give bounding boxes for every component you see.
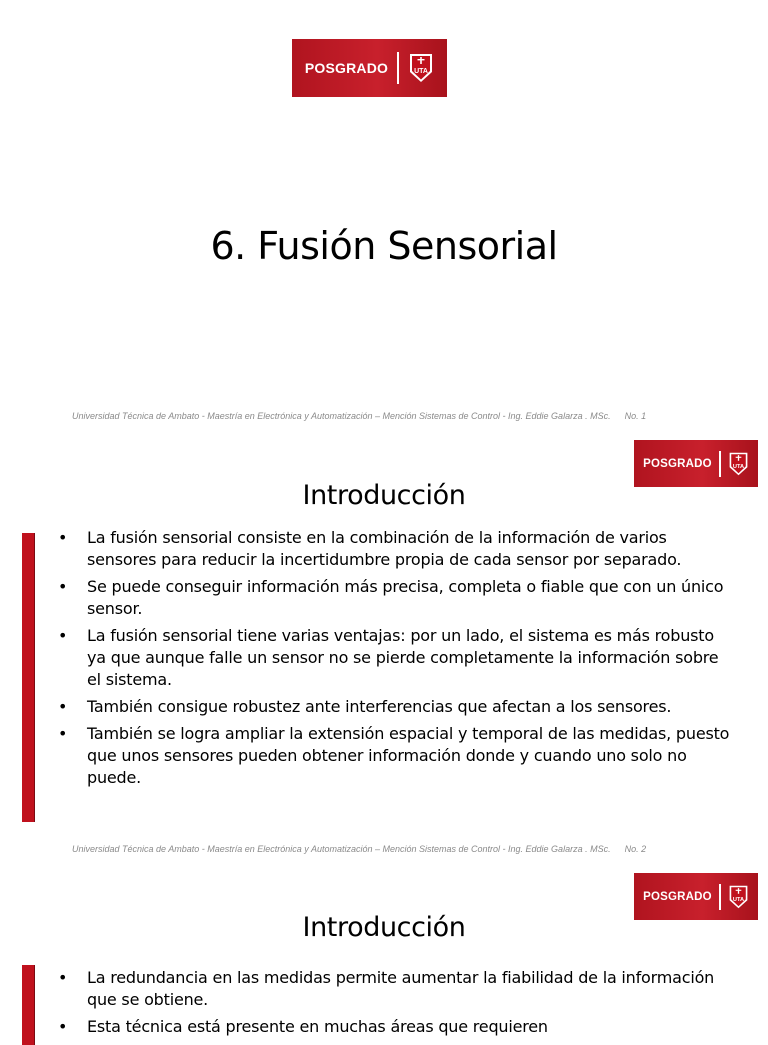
uta-shield-icon xyxy=(408,52,434,84)
bullet-icon: • xyxy=(58,724,68,743)
list-item xyxy=(58,576,730,620)
list-item-text: Se puede conseguir información más precisa, completa o fiable que con un único sensor. xyxy=(87,577,724,618)
logo-divider xyxy=(719,451,721,477)
bullet-icon: • xyxy=(58,1017,68,1036)
accent-bar xyxy=(22,965,35,1045)
slide-title: 6. Fusión Sensorial xyxy=(210,224,558,268)
posgrado-label: POSGRADO xyxy=(304,60,389,76)
list-item-text: También consigue robustez ante interferencias que afectan a los sensores. xyxy=(87,697,672,716)
posgrado-label: POSGRADO xyxy=(643,890,712,903)
accent-bar xyxy=(22,533,35,822)
list-item xyxy=(58,1016,730,1038)
uta-shield-icon xyxy=(728,451,749,477)
uta-shield-text: UTA xyxy=(732,463,744,470)
list-item-text: La redundancia en las medidas permite aumentar la fiabilidad de la información que se obtiene. xyxy=(87,968,715,1009)
bullet-icon: • xyxy=(58,968,68,987)
uta-shield-text: UTA xyxy=(732,896,744,903)
posgrado-label: POSGRADO xyxy=(643,457,712,470)
footer-text: Universidad Técnica de Ambato - Maestría en Electrónica y Automatización – Mención Sistemas de Control - Ing. Eddie Galarza . MSc. xyxy=(72,411,611,421)
list-item-text: La fusión sensorial consiste en la combinación de la información de varios sensores para reducir la incertidumbre propia de cada sensor por separado. xyxy=(87,528,682,569)
list-item-text: La fusión sensorial tiene varias ventajas: por un lado, el sistema es más robusto ya que aunque falle un sensor no se pierde completamente la información sobre el sistema. xyxy=(87,626,719,689)
bullet-list xyxy=(58,967,730,1043)
bullet-icon: • xyxy=(58,528,68,547)
list-item-text: También se logra ampliar la extensión espacial y temporal de las medidas, puesto que unos sensores pueden obtener información donde y cuando uno solo no puede. xyxy=(87,724,730,787)
uta-shield-text: UTA xyxy=(414,68,429,75)
bullet-icon: • xyxy=(58,626,68,645)
uta-shield-icon xyxy=(728,884,749,910)
bullet-icon: • xyxy=(58,577,68,596)
bullet-icon: • xyxy=(58,697,68,716)
page-number: No. 1 xyxy=(624,411,647,421)
list-item xyxy=(58,696,730,718)
bullet-list xyxy=(58,527,730,794)
slide-title: Introducción xyxy=(302,912,466,943)
slide-2 xyxy=(0,432,768,864)
logo-divider xyxy=(397,52,399,84)
slide-1 xyxy=(0,0,768,432)
list-item xyxy=(58,625,730,691)
slide-footer xyxy=(72,844,732,854)
footer-text: Universidad Técnica de Ambato - Maestría en Electrónica y Automatización – Mención Sistemas de Control - Ing. Eddie Galarza . MSc. xyxy=(72,844,611,854)
posgrado-uta-logo xyxy=(292,39,447,97)
list-item-text: Esta técnica está presente en muchas áreas que requieren xyxy=(87,1017,548,1036)
list-item xyxy=(58,723,730,789)
list-item xyxy=(58,967,730,1011)
slide-footer xyxy=(72,411,732,421)
slide-title: Introducción xyxy=(302,480,466,511)
logo-divider xyxy=(719,884,721,910)
page-number: No. 2 xyxy=(624,844,647,854)
list-item xyxy=(58,527,730,571)
slide-3 xyxy=(0,864,768,1036)
